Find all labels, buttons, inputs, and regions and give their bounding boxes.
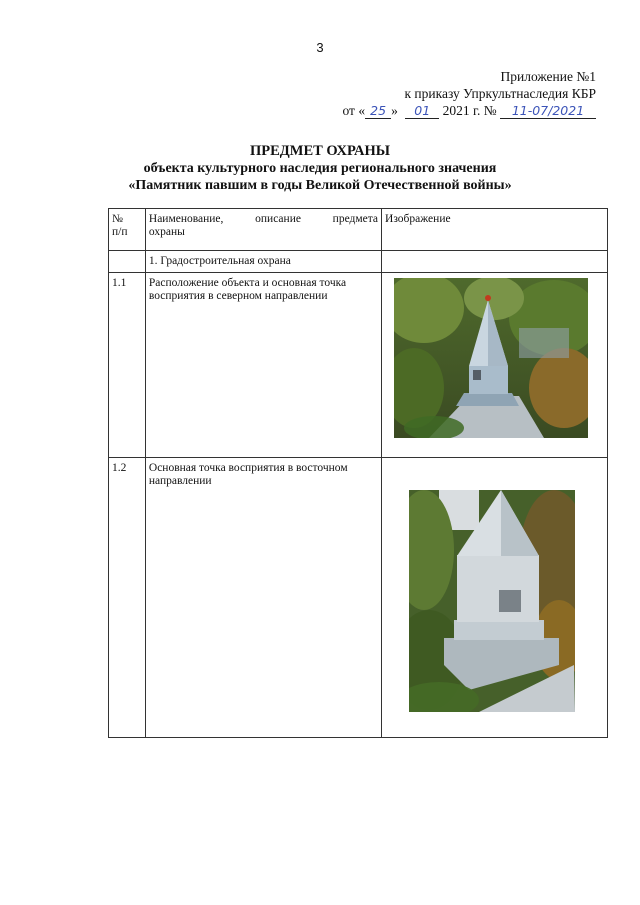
row-num: 1.1: [109, 273, 146, 458]
header-num-abbr: п/п: [112, 226, 128, 238]
appendix-order: к приказу Упркультнаследия КБР: [404, 86, 596, 101]
title-sub: объекта культурного наследия регионального значения: [143, 161, 497, 176]
title-main: ПРЕДМЕТ ОХРАНЫ: [249, 143, 391, 159]
handwritten-month: 01: [405, 104, 439, 119]
row-image-cell: [382, 458, 608, 738]
header-image: Изображение: [382, 209, 608, 251]
title-object: «Памятник павшим в годы Великой Отечественной войны»: [128, 178, 512, 193]
appendix-title: Приложение №1: [500, 69, 596, 84]
header-name-line1: Наименование, описание предмета: [148, 213, 379, 225]
monument-photo-north: [394, 278, 588, 438]
table-header-row: [109, 209, 608, 251]
header-num-sign: №: [112, 213, 123, 225]
section-image: [382, 251, 608, 273]
year-number-label: 2021 г. №: [442, 103, 497, 118]
appendix-block: [342, 68, 596, 119]
protection-table: [108, 208, 608, 738]
document-title: [0, 143, 640, 194]
section-label: 1. Градостроительная охрана: [145, 251, 381, 273]
table-row: [109, 458, 608, 738]
appendix-date-line: [342, 102, 596, 119]
handwritten-day: 25: [365, 104, 391, 119]
row-description: Расположение объекта и основная точка восприятия в северном направлении: [145, 273, 381, 458]
header-name-line2: охраны: [148, 226, 185, 238]
date-prefix: от «: [342, 103, 366, 118]
section-row: [109, 251, 608, 273]
row-num: 1.2: [109, 458, 146, 738]
date-close-quote: »: [391, 103, 398, 118]
row-image-cell: [382, 273, 608, 458]
header-name: [145, 209, 381, 251]
page-number: 3: [316, 40, 324, 55]
monument-photo-east: [409, 490, 575, 712]
table-row: [109, 273, 608, 458]
header-num: [109, 209, 146, 251]
section-num: [109, 251, 146, 273]
handwritten-order-number: 11-07/2021: [500, 104, 596, 119]
row-description: Основная точка восприятия в восточном направлении: [145, 458, 381, 738]
